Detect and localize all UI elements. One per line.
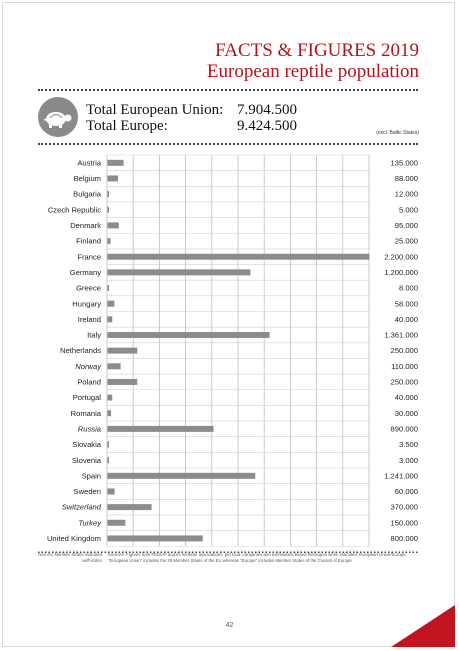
page-number: 42 — [225, 622, 234, 629]
bar — [108, 175, 118, 181]
bar — [108, 238, 111, 244]
bar — [108, 285, 110, 291]
category-label: Ireland — [77, 314, 101, 324]
bar — [108, 379, 138, 385]
value-label: 250.000 — [390, 346, 418, 356]
value-label: 250.000 — [390, 377, 418, 387]
bar — [108, 488, 115, 494]
bar — [108, 222, 119, 228]
category-label: Norway — [75, 361, 101, 371]
value-label: 88.000 — [394, 174, 418, 184]
bar — [108, 395, 113, 401]
bar — [108, 191, 110, 197]
category-label: Romania — [70, 408, 101, 418]
total-europe-value: 9.424.500 — [237, 118, 297, 134]
total-eu-value: 7.904.500 — [237, 102, 297, 118]
value-label: 40.000 — [394, 314, 418, 324]
bar — [108, 332, 270, 338]
value-label: 135.000 — [390, 158, 418, 168]
bar — [108, 457, 110, 463]
bar — [108, 410, 112, 416]
category-label: Belgium — [73, 174, 101, 184]
total-europe-label: Total Europe: — [86, 118, 168, 134]
footnote-legend: Non EU Member States indicated with italics — [38, 552, 102, 563]
total-eu-label: Total European Union: — [86, 102, 224, 118]
value-label: 3.000 — [398, 455, 418, 465]
value-label: 30.000 — [394, 408, 418, 418]
value-label: 95.000 — [394, 221, 418, 231]
category-label: Denmark — [70, 221, 101, 231]
bar — [108, 535, 203, 541]
bar — [108, 426, 214, 432]
bar — [108, 473, 256, 479]
footnote-sources: Sources: Figures from FEDIAF and its member associations, pet food companies and estimations based thereupon when indicated. European Union/Europe: "European Union" includes the 28 Member States of the EU whereas "Europe" includes Member States of the Council of Europe — [108, 552, 407, 563]
bar — [108, 301, 115, 307]
value-label: 58.000 — [394, 299, 418, 309]
value-label: 40.000 — [394, 393, 418, 403]
category-label: Bulgaria — [73, 189, 101, 199]
category-label: Switzerland — [61, 502, 101, 512]
bar — [108, 160, 124, 166]
bar — [108, 269, 251, 275]
value-label: 25.000 — [394, 236, 418, 246]
bar — [108, 520, 126, 526]
bar — [108, 363, 121, 369]
bar — [108, 254, 370, 260]
value-label: 150.000 — [390, 518, 418, 528]
category-label: Spain — [81, 471, 101, 481]
bar — [108, 504, 152, 510]
category-label: Czech Republic — [47, 205, 101, 215]
value-label: 1.361.000 — [384, 330, 418, 340]
value-label: 370.000 — [390, 502, 418, 512]
value-label: 12.000 — [394, 189, 418, 199]
totals-note: (excl. Baltic States) — [376, 130, 419, 136]
value-label: 60.000 — [394, 487, 418, 497]
category-label: Sweden — [73, 487, 101, 497]
category-label: Germany — [69, 267, 101, 277]
value-label: 1.200.000 — [384, 267, 418, 277]
category-label: United Kingdom — [46, 534, 101, 544]
bar — [108, 348, 138, 354]
bar — [108, 442, 110, 448]
category-label: Austria — [77, 158, 101, 168]
value-label: 800.000 — [390, 534, 418, 544]
category-label: Finland — [76, 236, 101, 246]
category-label: Portugal — [72, 393, 101, 403]
category-label: Turkey — [78, 518, 101, 528]
value-label: 8.000 — [398, 283, 418, 293]
value-label: 110.000 — [391, 361, 418, 371]
value-label: 890.000 — [390, 424, 418, 434]
category-label: Hungary — [72, 299, 101, 309]
category-label: Slovenia — [71, 455, 101, 465]
page-title: FACTS & FIGURES 2019 — [215, 40, 419, 61]
category-label: Greece — [76, 283, 101, 293]
page-subtitle: European reptile population — [206, 61, 419, 82]
bar — [108, 316, 113, 322]
category-label: Poland — [77, 377, 101, 387]
corner-triangle — [391, 605, 455, 647]
category-label: Italy — [87, 330, 101, 340]
value-label: 1.241.000 — [384, 471, 418, 481]
value-label: 3.500 — [398, 440, 418, 450]
category-label: Netherlands — [60, 346, 101, 356]
category-label: France — [77, 252, 101, 262]
value-label: 2.200.000 — [384, 252, 418, 262]
value-label: 5.000 — [398, 205, 418, 215]
category-label: Russia — [77, 424, 101, 434]
category-label: Slovakia — [72, 440, 101, 450]
bar — [108, 207, 110, 213]
